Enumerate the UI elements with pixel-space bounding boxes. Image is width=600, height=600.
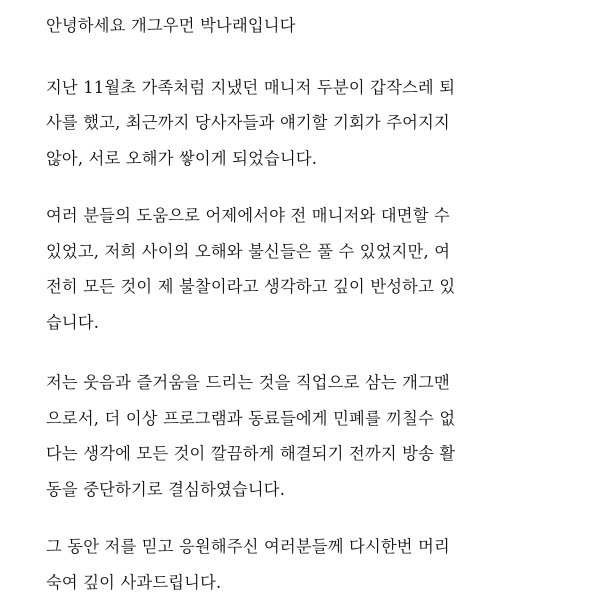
statement-document <box>46 8 566 600</box>
text-line: 으로서, 더 이상 프로그램과 동료들에게 민폐를 끼칠수 없 <box>46 401 566 437</box>
text-line: 저는 웃음과 즐거움을 드리는 것을 직업으로 삼는 개그맨 <box>46 365 566 401</box>
greeting-line <box>46 8 566 44</box>
paragraph-suspension <box>46 365 566 507</box>
text-line: 지난 11월초 가족처럼 지냈던 매니저 두분이 갑작스레 퇴 <box>46 70 566 106</box>
text-line: 안녕하세요 개그우먼 박나래입니다 <box>46 8 566 44</box>
paragraph-meeting <box>46 198 566 340</box>
text-line: 다는 생각에 모든 것이 깔끔하게 해결되기 전까지 방송 활 <box>46 436 566 472</box>
text-line: 사를 했고, 최근까지 당사자들과 얘기할 기회가 주어지지 <box>46 105 566 141</box>
text-line: 습니다. <box>46 305 566 341</box>
paragraph-resignation <box>46 70 566 177</box>
text-line: 숙여 깊이 사과드립니다. <box>46 565 566 600</box>
text-line: 그 동안 저를 믿고 응원해주신 여러분들께 다시한번 머리 <box>46 529 566 565</box>
text-line: 전히 모든 것이 제 불찰이라고 생각하고 깊이 반성하고 있 <box>46 269 566 305</box>
text-line: 있었고, 저희 사이의 오해와 불신들은 풀 수 있었지만, 여 <box>46 234 566 270</box>
text-line: 동을 중단하기로 결심하였습니다. <box>46 472 566 508</box>
paragraph-apology <box>46 529 566 600</box>
text-line: 않아, 서로 오해가 쌓이게 되었습니다. <box>46 141 566 177</box>
text-line: 여러 분들의 도움으로 어제에서야 전 매니저와 대면할 수 <box>46 198 566 234</box>
